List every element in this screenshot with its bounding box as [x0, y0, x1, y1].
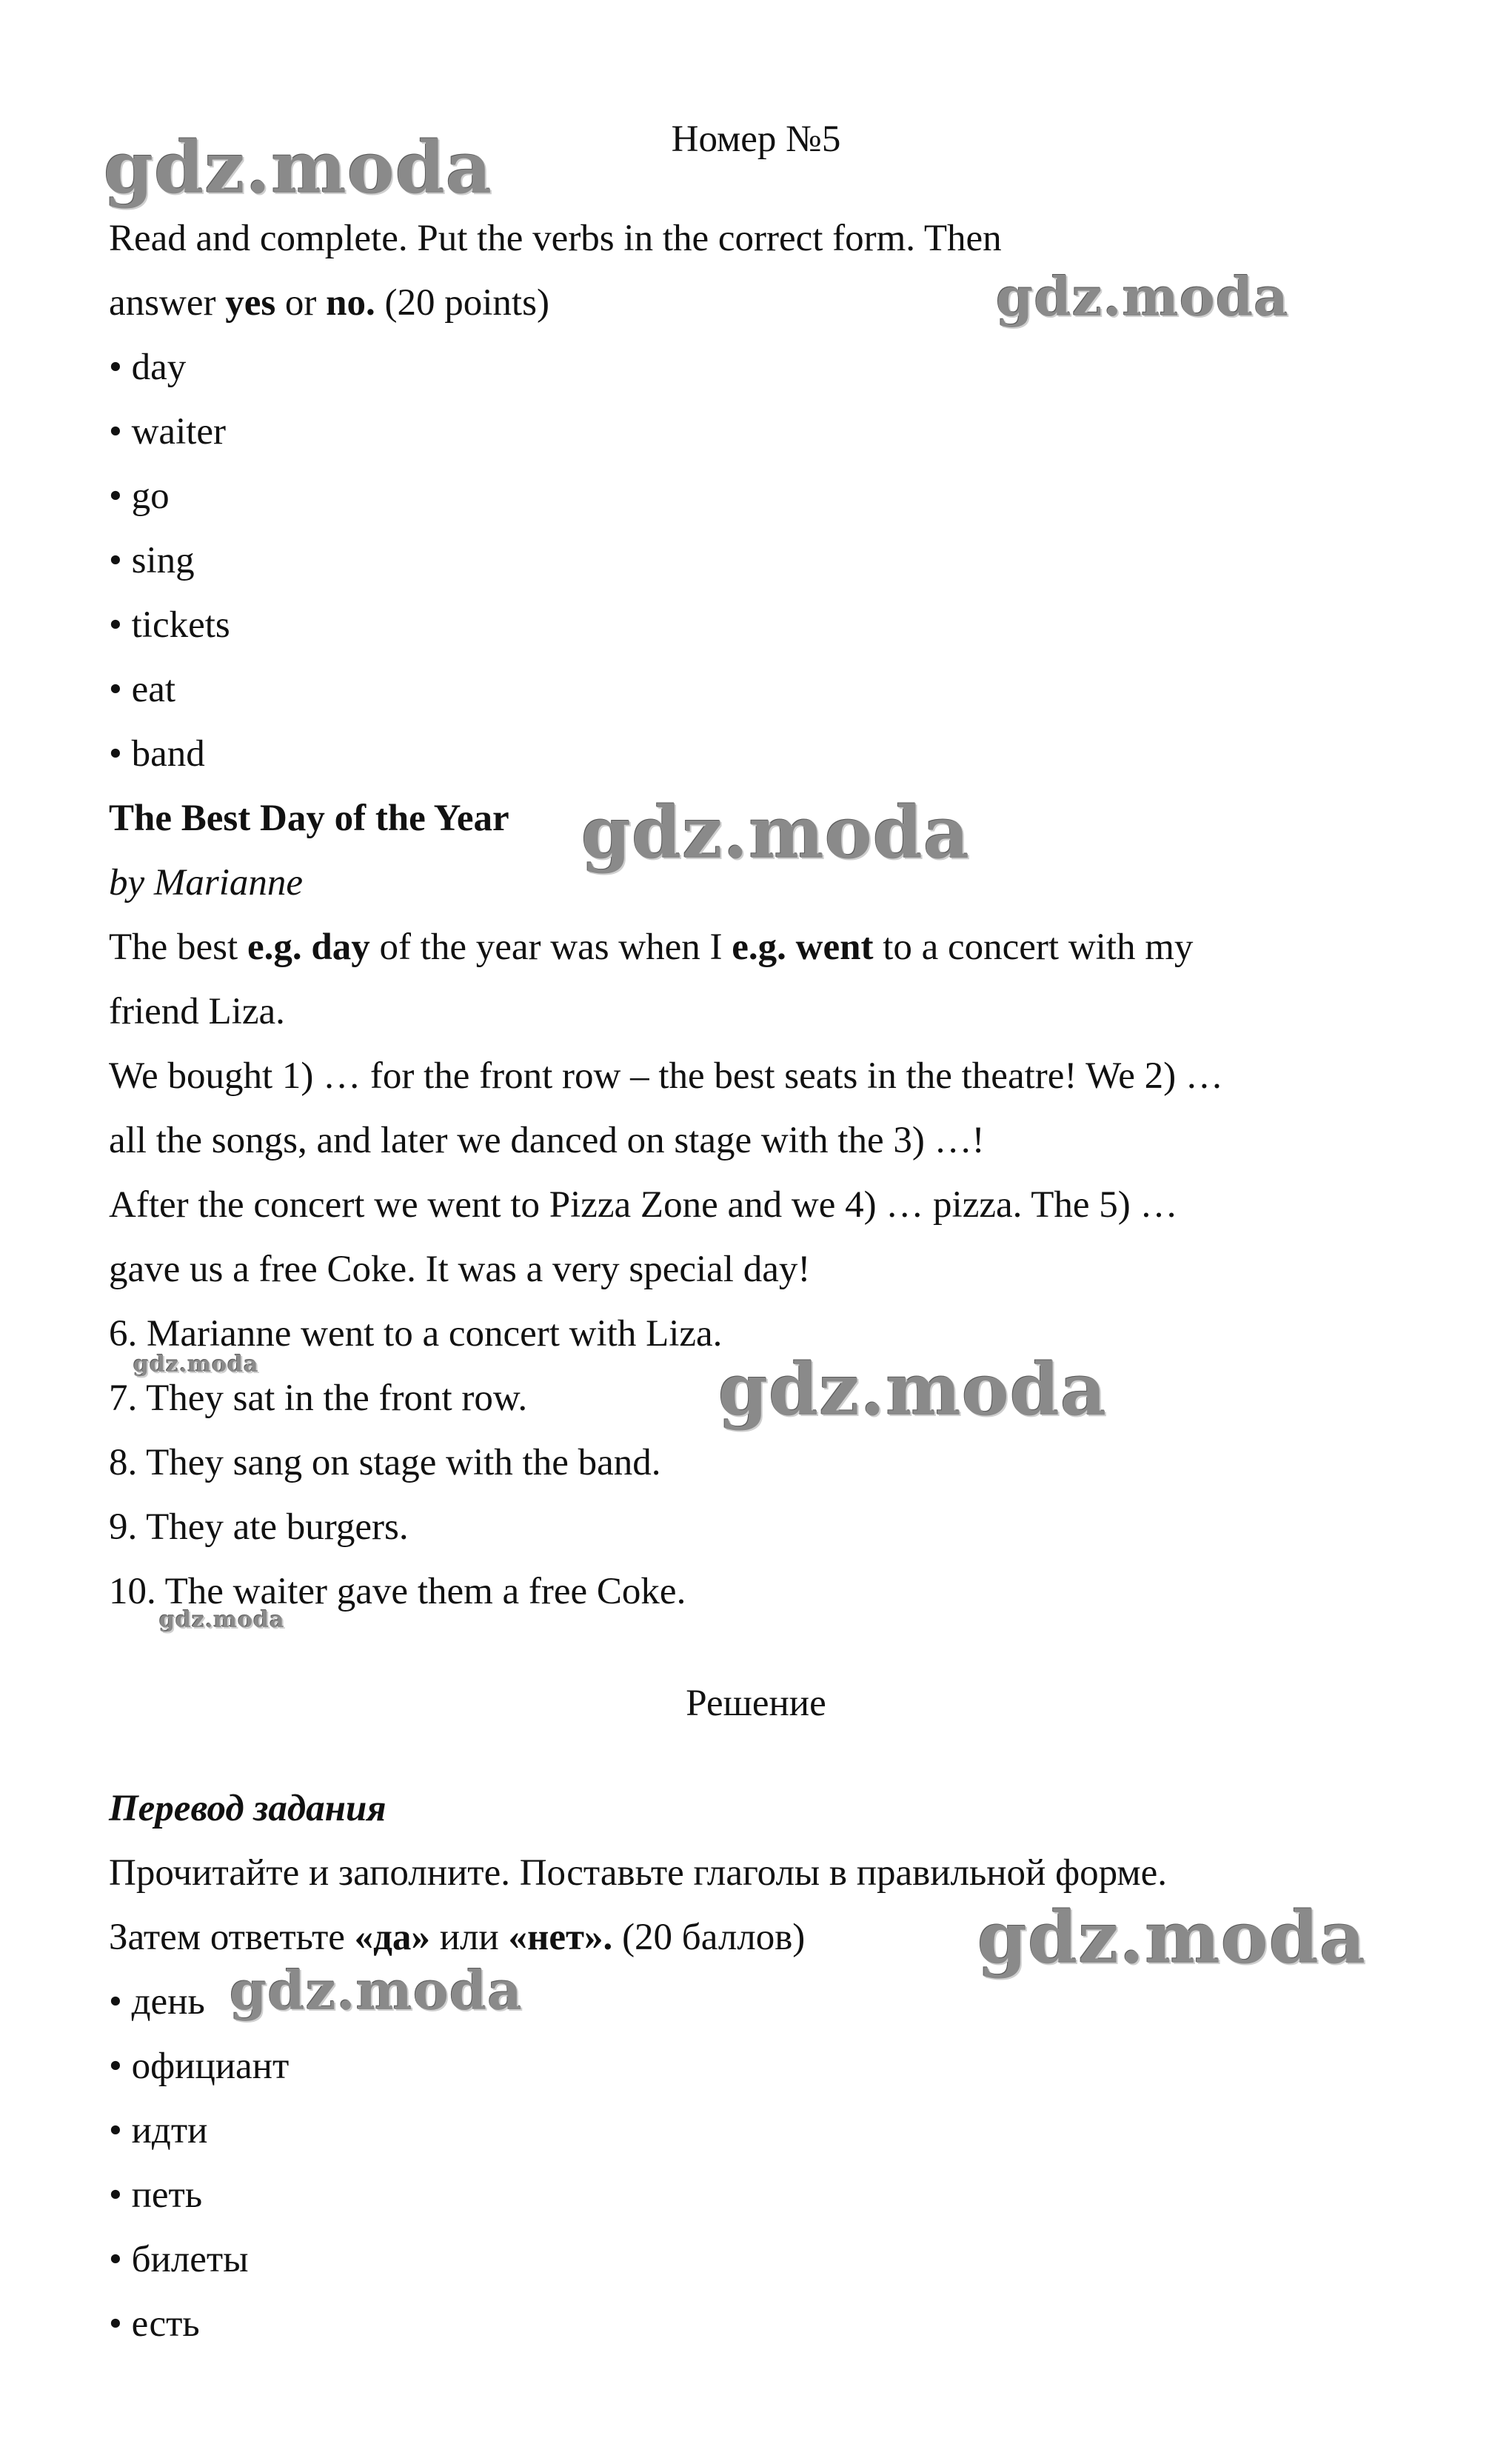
- story-line-coke: gave us a free Coke. It was a very special day!: [109, 1249, 811, 1290]
- page-title: Номер №5: [671, 118, 841, 160]
- watermark-logo: gdz.moda: [718, 1348, 1108, 1432]
- word-list-item: • waiter: [109, 411, 227, 453]
- question-item: 8. They sang on stage with the band.: [109, 1442, 661, 1483]
- question-item: 10. The waiter gave them a free Coke.: [109, 1571, 686, 1612]
- story-paragraph-1-cont: friend Liza.: [109, 991, 285, 1032]
- translation-word-item: • билеты: [109, 2239, 249, 2280]
- story-line-tickets: We bought 1) … for the front row – the best seats in the theatre! We 2) …: [109, 1055, 1223, 1097]
- story-paragraph-1: The best e.g. day of the year was when I e.g. went to a concert with my: [109, 926, 1194, 968]
- story-author: by Marianne: [109, 862, 304, 904]
- translation-word-item: • есть: [109, 2303, 200, 2345]
- watermark-logo: gdz.moda: [159, 1607, 285, 1633]
- word-list-item: • go: [109, 475, 170, 517]
- translation-line-2: Затем ответьте «да» или «нет». (20 баллов): [109, 1917, 806, 1958]
- watermark-logo: gdz.moda: [104, 126, 493, 210]
- question-item: 9. They ate burgers.: [109, 1506, 409, 1548]
- question-item: 7. They sat in the front row.: [109, 1378, 528, 1419]
- word-list-item: • eat: [109, 669, 176, 710]
- question-item: 6. Marianne went to a concert with Liza.: [109, 1313, 723, 1355]
- word-list-item: • band: [109, 733, 205, 775]
- story-line-after: After the concert we went to Pizza Zone and we 4) … pizza. The 5) …: [109, 1184, 1178, 1226]
- translation-word-item: • петь: [109, 2174, 203, 2216]
- translation-word-item: • идти: [109, 2110, 208, 2151]
- watermark-logo: gdz.moda: [133, 1352, 259, 1378]
- instruction-line-2: answer yes or no. (20 points): [109, 282, 549, 324]
- translation-line-1: Прочитайте и заполните. Поставьте глаголы в правильной форме.: [109, 1852, 1168, 1894]
- translation-title: Перевод задания: [109, 1788, 387, 1829]
- translation-word-item: • официант: [109, 2046, 290, 2087]
- story-line-songs: all the songs, and later we danced on stage with the 3) …!: [109, 1120, 985, 1161]
- watermark-logo: gdz.moda: [230, 1959, 523, 2022]
- watermark-logo: gdz.moda: [977, 1896, 1367, 1980]
- word-list-item: • sing: [109, 540, 195, 581]
- watermark-logo: gdz.moda: [996, 265, 1289, 328]
- word-list-item: • tickets: [109, 604, 230, 646]
- story-title: The Best Day of the Year: [109, 798, 509, 839]
- watermark-logo: gdz.moda: [581, 791, 971, 875]
- solution-heading: Решение: [686, 1683, 826, 1724]
- translation-word-item: • день: [109, 1981, 205, 2023]
- word-list-item: • day: [109, 347, 187, 388]
- instruction-line-1: Read and complete. Put the verbs in the correct form. Then: [109, 218, 1002, 259]
